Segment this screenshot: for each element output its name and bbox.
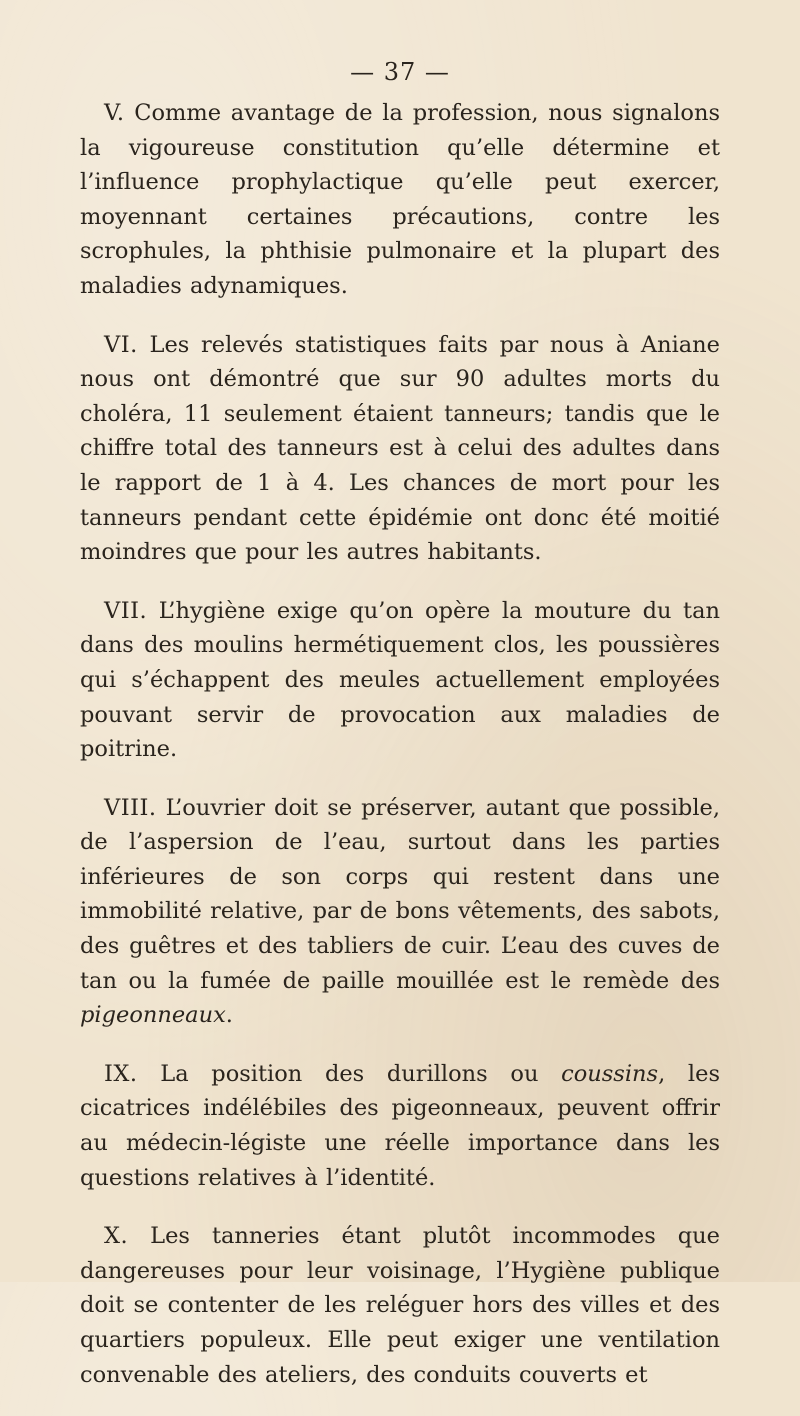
- paragraph-number: VI.: [104, 331, 138, 358]
- paragraph-number: V.: [104, 100, 125, 126]
- paragraph-text: La position des durillons ou: [160, 1060, 539, 1087]
- paragraph-text: Les relevés statistiques faits par nous à Aniane nous ont démontré que sur 90 adultes morts du choléra, 11 seulement étaient tanneurs; tandis que le chiffre total des tanneurs est à celui des adultes dans le rapport de 1 à 4. Les chances de mort pour les tanneurs pendant cette épidémie ont donc été moitié moindres que pour les autres habitants.: [80, 331, 720, 566]
- paragraph-text: L’ouvrier doit se préserver, autant que possible, de l’aspersion de l’eau, surtout dans les parties inférieures de son corps qui restent dans une immobilité relative, par de bons vêtements, des sabots, des guêtres et des tabliers de cuir. L’eau des cuves de tan ou la fumée de paille mouillée est le remède des: [80, 794, 720, 994]
- paragraph-ix: [80, 1057, 720, 1195]
- paragraph-v: [80, 96, 720, 304]
- paragraph-viii: [80, 791, 720, 1033]
- italic-term: pigeonneaux: [80, 1002, 226, 1029]
- paragraph-vii: [80, 594, 720, 767]
- paragraph-vi: [80, 328, 720, 570]
- paragraph-x: [80, 1219, 720, 1392]
- italic-term: coussins: [561, 1060, 659, 1087]
- paragraph-number: IX.: [104, 1060, 138, 1087]
- paragraph-text-end: , les cicatrices indélébiles des pigeonneaux, peuvent offrir au médecin-légiste une réelle importance dans les questions relatives à l’identité.: [80, 1060, 720, 1191]
- paragraph-text: Comme avantage de la profession, nous signalons la vigoureuse constitution qu’elle détermine et l’influence prophylactique qu’elle peut exercer, moyennant certaines précautions, contre les scrophules, la phthisie pulmonaire et la plupart des maladies adynamiques.: [80, 100, 720, 299]
- paragraph-text: L’hygiène exige qu’on opère la mouture du tan dans des moulins hermétiquement clos, les poussières qui s’échappent des meules actuellement employées pouvant servir de provocation aux maladies de poitrine.: [80, 597, 721, 763]
- paragraph-text: Les tanneries étant plutôt incommodes que dangereuses pour leur voisinage, l’Hygiène publique doit se contenter de les reléguer hors des villes et des quartiers populeux. Elle peut exiger une ventilation convenable des ateliers, des conduits couverts et: [80, 1223, 720, 1388]
- paragraph-number: VII.: [104, 597, 148, 624]
- body-text: [80, 96, 720, 1416]
- paragraph-number: X.: [104, 1223, 129, 1250]
- paragraph-number: VIII.: [104, 794, 157, 821]
- page-number: — 37 —: [350, 58, 450, 86]
- paragraph-text-end: .: [225, 1002, 233, 1029]
